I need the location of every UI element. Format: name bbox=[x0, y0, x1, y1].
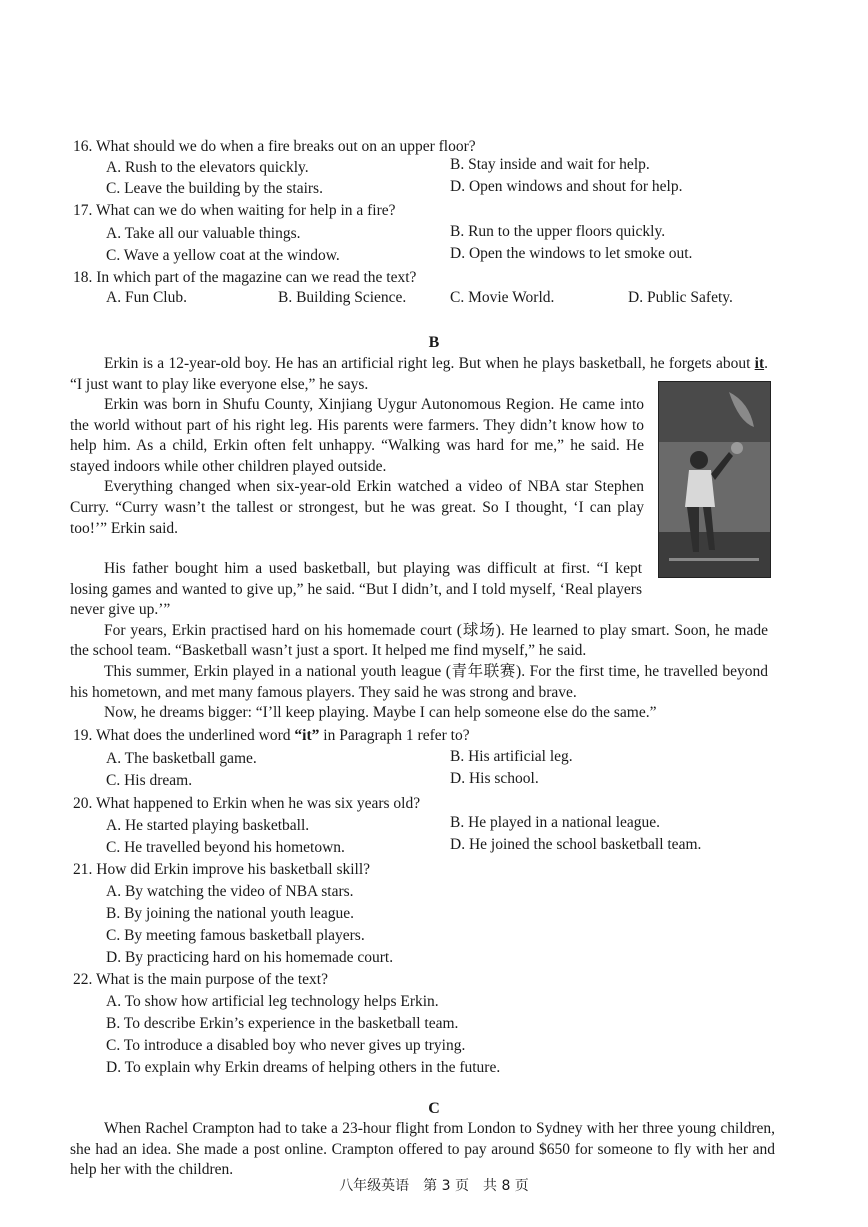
question-number: 21. bbox=[73, 861, 93, 878]
page-footer: 八年级英语 第 3 页 共 8 页 bbox=[339, 1178, 529, 1194]
option-21-b: B. By joining the national youth league. bbox=[106, 905, 354, 922]
question-number: 19. bbox=[73, 727, 93, 744]
option-19-b: B. His artificial leg. bbox=[450, 748, 573, 765]
question-text: What should we do when a fire breaks out on an upper floor? bbox=[95, 138, 476, 155]
option-17-b: B. Run to the upper floors quickly. bbox=[450, 223, 666, 240]
question-number: 17. bbox=[73, 202, 93, 219]
option-18-b: B. Building Science. bbox=[278, 289, 407, 306]
option-17-d: D. Open the windows to let smoke out. bbox=[450, 245, 693, 262]
option-17-a: A. Take all our valuable things. bbox=[106, 225, 301, 242]
option-22-a: A. To show how artificial leg technology helps Erkin. bbox=[106, 993, 439, 1010]
question-number: 22. bbox=[73, 971, 93, 988]
paragraph-3: Everything changed when six-year-old Erkin watched a video of NBA star Stephen Curry. “Curry wasn’t the tallest or strongest, but he was great. So I thought, ‘I can play too!’” Erkin said. bbox=[70, 478, 644, 537]
section-b-heading: B bbox=[428, 334, 440, 351]
paragraph-text: When Rachel Crampton had to take a 23-hour flight from London to Sydney with her three young children, she had an idea. She made a post online. Crampton offered to pay around $650 for someone to fly with her and help her with the children. bbox=[70, 1120, 775, 1179]
question-22 bbox=[73, 971, 773, 989]
question-number: 18. bbox=[73, 269, 93, 286]
paragraph-5: For years, Erkin practised hard on his homemade court (球场). He learned to play smart. Soon, he made the school team. “Basketball wasn’t just a sport. It helped me find myself,” he said. bbox=[70, 621, 768, 660]
passage-c-paragraph-1 bbox=[70, 1119, 775, 1181]
underlined-word-it: it bbox=[754, 355, 765, 372]
paragraph-text: . “I just want to play like everyone else,” he says. bbox=[70, 355, 768, 393]
option-20-b: B. He played in a national league. bbox=[450, 814, 661, 831]
question-text: What is the main purpose of the text? bbox=[95, 971, 328, 988]
question-number: 16. bbox=[73, 138, 93, 155]
option-16-c: C. Leave the building by the stairs. bbox=[106, 180, 323, 197]
question-17 bbox=[73, 202, 773, 220]
passage-b-paragraphs-2-4 bbox=[70, 395, 644, 539]
option-16-a: A. Rush to the elevators quickly. bbox=[106, 159, 309, 176]
question-text: How did Erkin improve his basketball skill? bbox=[96, 861, 371, 878]
option-17-c: C. Wave a yellow coat at the window. bbox=[106, 247, 340, 264]
question-text-end: in Paragraph 1 refer to? bbox=[319, 727, 470, 744]
paragraph-7: Now, he dreams bigger: “I’ll keep playing. Maybe I can help someone else do the same.” bbox=[104, 704, 657, 722]
passage-b-paragraphs-4-7 bbox=[70, 559, 768, 724]
option-19-d: D. His school. bbox=[450, 770, 539, 787]
question-text: What happened to Erkin when he was six years old? bbox=[95, 795, 421, 812]
option-22-c: C. To introduce a disabled boy who never gives up trying. bbox=[106, 1037, 466, 1054]
option-18-a: A. Fun Club. bbox=[106, 289, 187, 306]
question-text: In which part of the magazine can we read the text? bbox=[96, 269, 417, 286]
option-18-d: D. Public Safety. bbox=[628, 289, 733, 306]
paragraph-2: Erkin was born in Shufu County, Xinjiang Uygur Autonomous Region. He came into the world without part of his right leg. His parents were farmers. They didn’t know how to help him. As a child, Erkin often felt unhappy. “Walking was hard for me,” he said. He stayed indoors while other children played outside. bbox=[70, 396, 644, 475]
question-19 bbox=[73, 727, 773, 745]
question-number: 20. bbox=[73, 795, 93, 812]
option-21-d: D. By practicing hard on his homemade court. bbox=[106, 949, 394, 966]
question-keyword: “it” bbox=[294, 727, 320, 744]
section-c-heading: C bbox=[428, 1100, 440, 1117]
paragraph-4: His father bought him a used basketball, but playing was difficult at first. “I kept losing games and wanted to give up,” he said. “But I didn’t, and I told myself, ‘Real players never give up.’” bbox=[70, 560, 642, 619]
question-text: What does the underlined word bbox=[95, 727, 295, 744]
question-16 bbox=[73, 138, 773, 156]
option-21-c: C. By meeting famous basketball players. bbox=[106, 927, 365, 944]
option-16-d: D. Open windows and shout for help. bbox=[450, 178, 683, 195]
paragraph-text: Erkin is a 12-year-old boy. He has an artificial right leg. But when he plays basketball, he forgets about bbox=[104, 355, 755, 372]
option-16-b: B. Stay inside and wait for help. bbox=[450, 156, 650, 173]
basketball-player-photo bbox=[658, 381, 771, 578]
question-text: What can we do when waiting for help in a fire? bbox=[95, 202, 396, 219]
option-18-c: C. Movie World. bbox=[450, 289, 555, 306]
option-21-a: A. By watching the video of NBA stars. bbox=[106, 883, 354, 900]
option-19-a: A. The basketball game. bbox=[106, 750, 257, 767]
option-20-d: D. He joined the school basketball team. bbox=[450, 836, 702, 853]
question-20 bbox=[73, 795, 773, 813]
question-21 bbox=[73, 861, 773, 879]
option-22-b: B. To describe Erkin’s experience in the basketball team. bbox=[106, 1015, 459, 1032]
option-22-d: D. To explain why Erkin dreams of helping others in the future. bbox=[106, 1059, 501, 1076]
paragraph-6: This summer, Erkin played in a national youth league (青年联赛). For the first time, he travelled beyond his hometown, and met many famous players. They said he was strong and brave. bbox=[70, 662, 768, 701]
option-20-a: A. He started playing basketball. bbox=[106, 817, 310, 834]
photo-image bbox=[659, 382, 770, 577]
option-19-c: C. His dream. bbox=[106, 772, 193, 789]
question-18 bbox=[73, 269, 773, 287]
option-20-c: C. He travelled beyond his hometown. bbox=[106, 839, 345, 856]
